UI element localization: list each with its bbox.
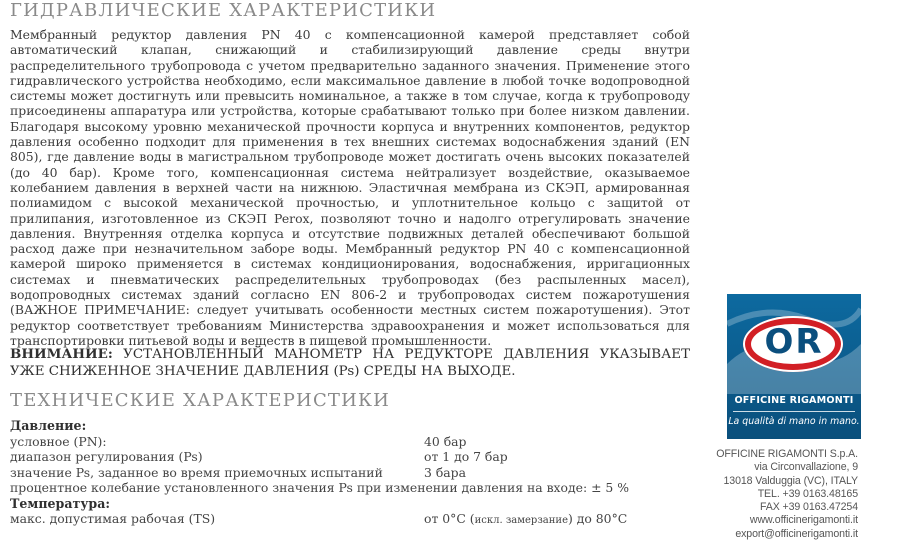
- company-name: OFFICINE RIGAMONTI S.p.A.: [716, 448, 858, 460]
- pressure-heading: Давление:: [10, 418, 87, 433]
- company-address-line: 13018 Valduggia (VC), ITALY: [723, 474, 858, 487]
- company-address-line: via Circonvallazione, 9: [754, 461, 858, 474]
- attention-label: ВНИМАНИЕ:: [10, 346, 113, 362]
- spec-value: [424, 511, 627, 529]
- logo-slogan: La qualità di mano in mano.: [728, 416, 860, 427]
- hydraulic-section-title: ГИДРАВЛИЧЕСКИЕ ХАРАКТЕРИСТИКИ: [10, 0, 437, 21]
- company-website-link[interactable]: www.officinerigamonti.it: [749, 514, 858, 527]
- tolerance-text: процентное колебание установленного значения Ps при изменении давления на входе: ± 5 %: [10, 480, 629, 495]
- spec-list: [10, 418, 700, 527]
- tolerance-row: [10, 480, 700, 496]
- spec-row: [10, 434, 700, 450]
- spec-row: [10, 511, 700, 527]
- company-email-link[interactable]: export@officinerigamonti.it: [735, 527, 858, 540]
- temp-value-start: от 0°C (: [424, 511, 475, 526]
- spec-row: [10, 449, 700, 465]
- spec-value: от 1 до 7 бар: [424, 449, 508, 464]
- company-logo: [727, 294, 861, 439]
- logo-divider: [733, 411, 855, 412]
- spec-value: 40 бар: [424, 433, 467, 449]
- attention-note: [10, 346, 690, 380]
- company-contact: [716, 448, 858, 541]
- spec-label: макс. допустимая рабочая (TS): [10, 511, 216, 526]
- hydraulic-description: Мембранный редуктор давления PN 40 с компенсационной камерой представляет собой автоматический клапан, снижающий и стабилизирующий давление среды внутри распределительного трубопровода с учетом предварительно заданного значения. Применение этого гидравлического устройства необходимо, если максимальное давление в любой точке водопроводной системы может достигнуть или превысить номинальное, а также в том случае, когда к трубопроводу присоединены аппаратура или устройства, которые срабатывают только при более низком давлении. Благодаря высокому уровню механической прочности корпуса и внутренних компонентов, редуктор давления особенно подходит для применения в тех внешних системах водоснабжения зданий (EN 805), где давление воды в магистральном трубопроводе может достигать очень высоких показателей (до 40 бар). Кроме того, компенсационная система нейтрализует воздействие, оказываемое колебанием давления в верхней части на нижнюю. Эластичная мембрана из СКЭП, армированная полиамидом с высокой механической прочностью, и уплотнительное кольцо с защитой от прилипания, изготовленное из СКЭП Perox, позволяют точно и надолго отрегулировать значение давления. Внутренняя отделка корпуса и отсутствие подвижных деталей обеспечивают большой расход даже при незначительном заборе воды. Мембранный редуктор PN 40 с компенсационной камерой широко применяется в системах кондиционирования, водоснабжения, ирригационных системах и пневматических распределительных трубопроводах (без распыленных масел), водопроводных системах зданий согласно EN 806-2 и трубопроводах систем пожаротушения (ВАЖНОЕ ПРИМЕЧАНИЕ: следует учитывать особенности местных систем пожаротушения). Этот редуктор соответствует требованиям Министерства здравоохранения и может использоваться для транспортировки питьевой воды и веществ в пищевой промышленности.: [10, 27, 690, 348]
- temp-value-end: ) до 80°C: [568, 511, 628, 526]
- attention-text: УСТАНОВЛЕННЫЙ МАНОМЕТР НА РЕДУКТОРЕ ДАВЛЕНИЯ УКАЗЫВАЕТ УЖЕ СНИЖЕННОЕ ЗНАЧЕНИЕ ДАВЛЕНИЯ (Ps) СРЕДЫ НА ВЫХОДЕ.: [10, 347, 690, 379]
- temperature-heading: Температура:: [10, 495, 110, 511]
- company-phone: TEL. +39 0163.48165: [757, 487, 858, 500]
- spec-value: 3 бара: [424, 464, 466, 480]
- logo-letters: OR: [764, 322, 824, 362]
- spec-label: условное (PN):: [10, 433, 107, 449]
- spec-label: значение Ps, заданное во время приемочных испытаний: [10, 464, 383, 480]
- technical-section-title: ТЕХНИЧЕСКИЕ ХАРАКТЕРИСТИКИ: [10, 390, 391, 411]
- company-fax: FAX +39 0163.47254: [759, 501, 858, 514]
- spec-label: диапазон регулирования (Ps): [10, 449, 203, 464]
- temp-value-note: искл. замерзание: [474, 515, 568, 526]
- logo-name: OFFICINE RIGAMONTI: [734, 395, 854, 406]
- spec-row: [10, 465, 700, 481]
